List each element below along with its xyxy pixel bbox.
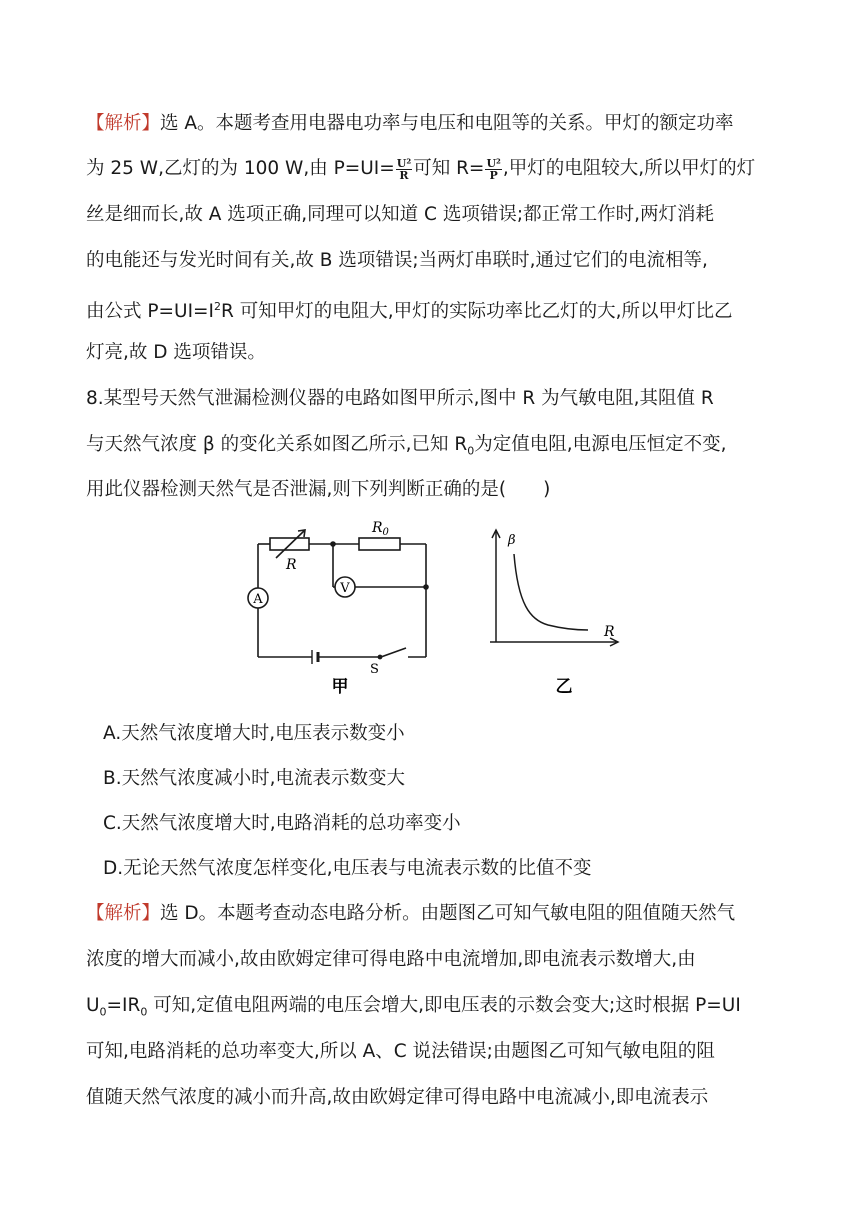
- option-c: C.天然气浓度增大时,电路消耗的总功率变小: [103, 813, 461, 834]
- analysis2-line4: 可知,电路消耗的总功率变大,所以 A、C 说法错误;由题图乙可知气敏电阻的阻: [86, 1041, 715, 1062]
- analysis2-line5: 值随天然气浓度的减小而升高,故由欧姆定律可得电路中电流减小,即电流表示: [86, 1087, 709, 1108]
- resistor-r0: [359, 538, 400, 550]
- beta-r-curve: [514, 554, 588, 630]
- circuit-diagram: [230, 518, 450, 698]
- junction-dot-right: [423, 584, 429, 590]
- analysis1-line2: 为 25 W,乙灯的为 100 W,由 P=UI= $\frac{\text{U²}}{R}$ 可知 R= $\frac{\text{U²}}{P}$ ,甲灯的电阻较大,所以甲灯的灯: [86, 156, 756, 182]
- option-b: B.天然气浓度减小时,电流表示数变大: [103, 768, 405, 789]
- label-r: R: [286, 557, 297, 573]
- voltmeter-label: V: [340, 581, 350, 596]
- fraction-u2-over-p: $\frac{\text{U²}}{P}$: [486, 156, 501, 182]
- question8-line1: 8.某型号天然气泄漏检测仪器的电路如图甲所示,图中 R 为气敏电阻,其阻值 R: [86, 388, 714, 409]
- figure-b-caption: 乙: [555, 677, 573, 697]
- analysis1-line6: 灯亮,故 D 选项错误。: [86, 342, 266, 363]
- y-axis-label: β: [508, 533, 516, 548]
- analysis-tag: 【解析】: [86, 903, 161, 924]
- analysis2-line2: 浓度的增大而减小,故由欧姆定律可得电路中电流增加,即电流表示数增大,由: [86, 949, 696, 970]
- analysis1-line5: 由公式 $P=UI=I^2R$ 可知甲灯的电阻大,甲灯的实际功率比乙灯的大,所以甲灯比乙: [86, 300, 733, 323]
- analysis-tag: 【解析】: [86, 113, 161, 134]
- analysis1-line1: 【解析】选 A。本题考查用电器电功率与电压和电阻等的关系。甲灯的额定功率: [86, 113, 734, 134]
- option-d: D.无论天然气浓度怎样变化,电压表与电流表示数的比值不变: [103, 858, 592, 879]
- x-axis-label: R: [604, 624, 615, 640]
- beta-r-graph: [480, 522, 630, 698]
- label-r0: $R_0$: [372, 520, 389, 538]
- analysis1-line3: 丝是细而长,故 A 选项正确,同理可以知道 C 选项错误;都正常工作时,两灯消耗: [86, 204, 714, 225]
- question8-line2: 与天然气浓度 β 的变化关系如图乙所示,已知 $R_0$为定值电阻,电源电压恒定不变,: [86, 434, 727, 458]
- question8-line3: 用此仪器检测天然气是否泄漏,则下列判断正确的是( ): [86, 479, 551, 500]
- junction-dot-top: [330, 541, 336, 547]
- figure-a-caption: 甲: [331, 677, 349, 697]
- switch-label: S: [370, 662, 379, 677]
- ammeter-label: A: [253, 592, 263, 607]
- fraction-u2-over-r: $\frac{\text{U²}}{R}$: [396, 156, 412, 182]
- switch-pivot: [378, 655, 383, 660]
- switch-lever: [381, 648, 406, 657]
- analysis1-line4: 的电能还与发光时间有关,故 B 选项错误;当两灯串联时,通过它们的电流相等,: [86, 250, 708, 271]
- analysis2-line1: 【解析】选 D。本题考查动态电路分析。由题图乙可知气敏电阻的阻值随天然气: [86, 903, 736, 924]
- analysis2-line3: $U_0=IR_0$ 可知,定值电阻两端的电压会增大,即电压表的示数会变大;这时根据 P=UI: [86, 995, 741, 1019]
- option-a: A.天然气浓度增大时,电压表示数变小: [103, 723, 405, 744]
